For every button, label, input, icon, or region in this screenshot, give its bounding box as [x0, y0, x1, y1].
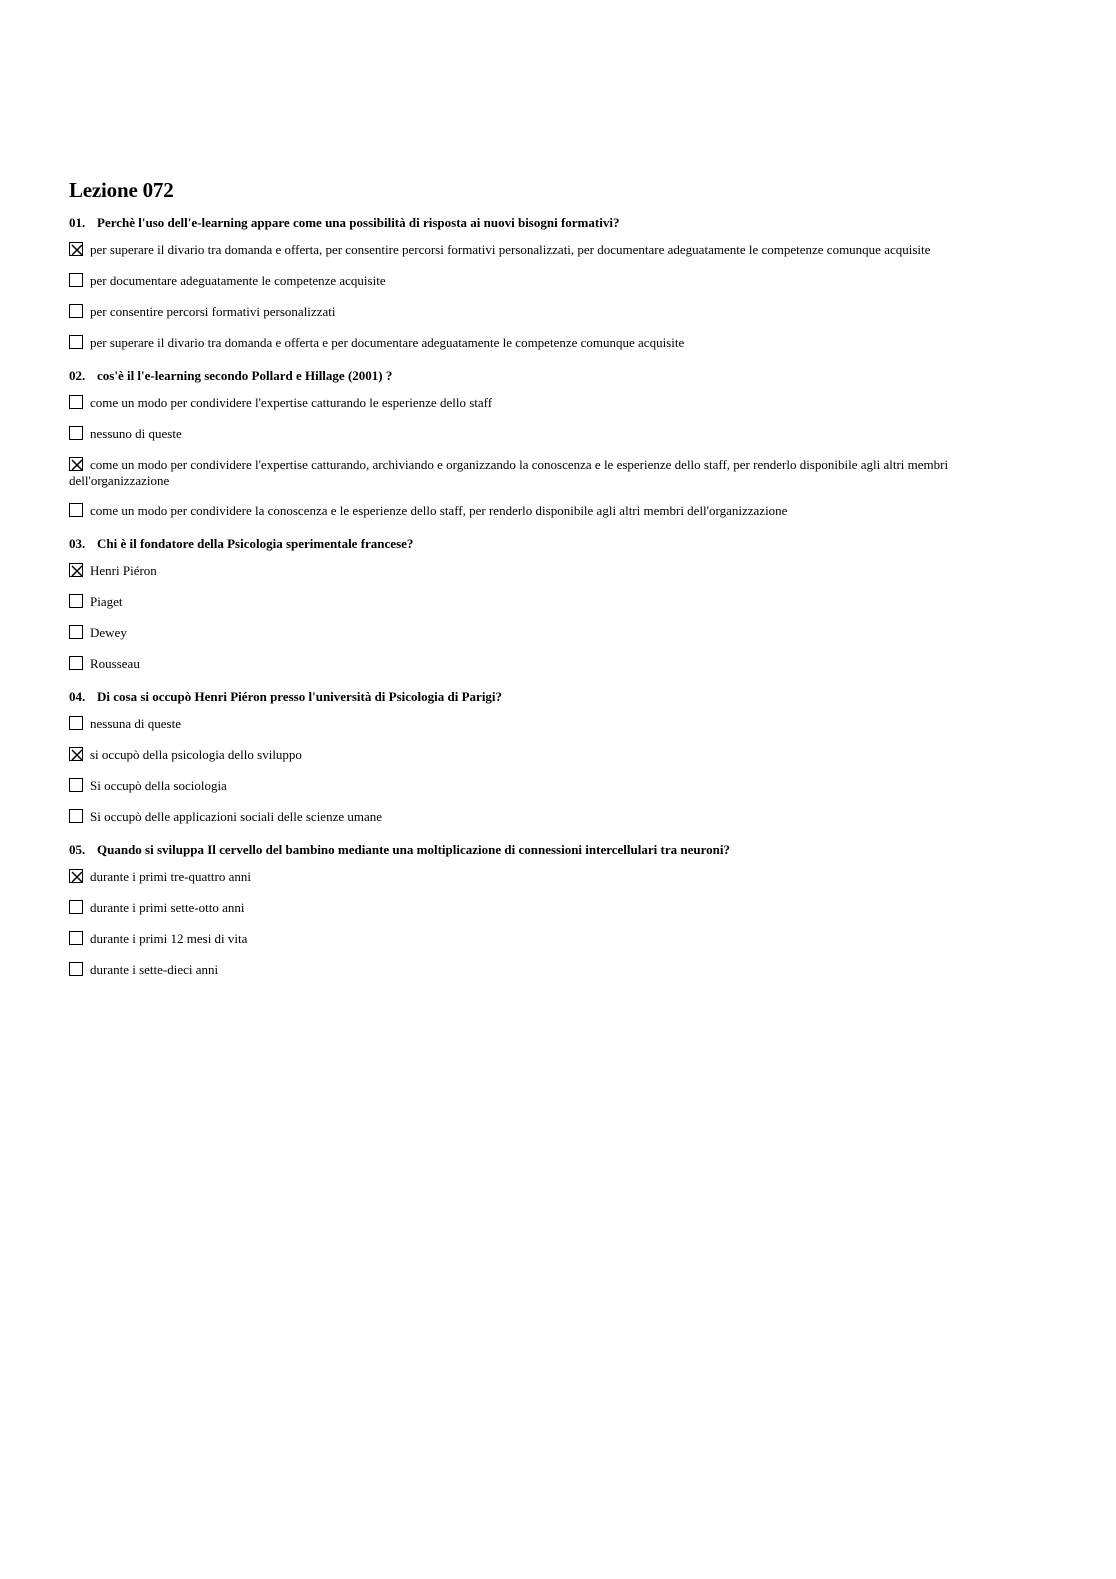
- checkbox-unchecked[interactable]: [69, 931, 83, 945]
- option-label: durante i primi tre-quattro anni: [90, 869, 252, 884]
- checkbox-unchecked[interactable]: [69, 962, 83, 976]
- question-text: [69, 214, 1049, 231]
- question-number: 01.: [69, 215, 86, 230]
- option-label: Henri Piéron: [90, 563, 157, 578]
- option-label: per superare il divario tra domanda e offerta e per documentare adeguatamente le competenze comunque acquisite: [90, 335, 685, 350]
- question-label: Chi è il fondatore della Psicologia sperimentale francese?: [97, 536, 414, 551]
- checkbox-unchecked[interactable]: [69, 304, 83, 318]
- option-label: durante i primi sette-otto anni: [90, 900, 245, 915]
- option-label: Si occupò della sociologia: [90, 778, 227, 793]
- option-label: come un modo per condividere l'expertise catturando le esperienze dello staff: [90, 395, 493, 410]
- checkbox-checked[interactable]: [69, 242, 83, 256]
- question-label: Perchè l'uso dell'e-learning appare come una possibilità di risposta ai nuovi bisogni formativi?: [97, 215, 620, 230]
- answer-option: [69, 395, 1049, 412]
- question-1: [69, 214, 1049, 352]
- answer-option: [69, 335, 1049, 352]
- option-label: per consentire percorsi formativi personalizzati: [90, 304, 336, 319]
- question-number: 04.: [69, 689, 86, 704]
- answer-option: [69, 962, 1049, 979]
- checkbox-unchecked[interactable]: [69, 335, 83, 349]
- option-label: Si occupò delle applicazioni sociali delle scienze umane: [90, 809, 383, 824]
- checkbox-unchecked[interactable]: [69, 273, 83, 287]
- checkbox-checked[interactable]: [69, 869, 83, 883]
- answer-options: [69, 716, 1049, 826]
- option-label: nessuna di queste: [90, 716, 181, 731]
- question-4: [69, 688, 1049, 826]
- checkbox-unchecked[interactable]: [69, 426, 83, 440]
- checkbox-checked[interactable]: [69, 747, 83, 761]
- answer-option: [69, 426, 1049, 443]
- answer-option: [69, 242, 1049, 259]
- answer-options: [69, 563, 1049, 673]
- checkbox-unchecked[interactable]: [69, 625, 83, 639]
- answer-option: [69, 778, 1049, 795]
- question-text: [69, 535, 1049, 552]
- question-label: cos'è il l'e-learning secondo Pollard e Hillage (2001) ?: [97, 368, 393, 383]
- checkbox-unchecked[interactable]: [69, 716, 83, 730]
- answer-option: [69, 625, 1049, 642]
- answer-option: [69, 900, 1049, 917]
- answer-option: [69, 869, 1049, 886]
- option-label: si occupò della psicologia dello sviluppo: [90, 747, 302, 762]
- question-text: [69, 688, 1049, 705]
- question-label: Quando si sviluppa Il cervello del bambino mediante una moltiplicazione di connessioni intercellulari tra neuroni?: [97, 842, 730, 857]
- answer-option: [69, 503, 1049, 520]
- checkbox-checked[interactable]: [69, 457, 83, 471]
- checkmark-x-icon: [70, 243, 83, 256]
- option-label: Dewey: [90, 625, 127, 640]
- option-label: Rousseau: [90, 656, 140, 671]
- quiz-page: [69, 176, 1049, 994]
- option-label: durante i primi 12 mesi di vita: [90, 931, 248, 946]
- checkbox-unchecked[interactable]: [69, 809, 83, 823]
- answer-option: [69, 716, 1049, 733]
- checkbox-unchecked[interactable]: [69, 594, 83, 608]
- question-number: 02.: [69, 368, 86, 383]
- question-text: [69, 367, 1049, 384]
- checkbox-unchecked[interactable]: [69, 656, 83, 670]
- checkbox-unchecked[interactable]: [69, 900, 83, 914]
- checkmark-x-icon: [70, 458, 83, 471]
- question-list: [69, 214, 1049, 979]
- option-label: Piaget: [90, 594, 123, 609]
- answer-option: [69, 273, 1049, 290]
- question-number: 03.: [69, 536, 86, 551]
- answer-option: [69, 747, 1049, 764]
- checkmark-x-icon: [70, 564, 83, 577]
- checkmark-x-icon: [70, 748, 83, 761]
- answer-option: [69, 594, 1049, 611]
- checkbox-unchecked[interactable]: [69, 395, 83, 409]
- answer-option: [69, 457, 1049, 489]
- question-label: Di cosa si occupò Henri Piéron presso l'università di Psicologia di Parigi?: [97, 689, 503, 704]
- option-label: per superare il divario tra domanda e offerta, per consentire percorsi formativi personalizzati, per documentare adeguatamente le competenze comunque acquisite: [90, 242, 931, 257]
- answer-option: [69, 563, 1049, 580]
- option-label: nessuno di queste: [90, 426, 182, 441]
- lesson-title: Lezione 072: [69, 178, 174, 202]
- question-number: 05.: [69, 842, 86, 857]
- checkbox-unchecked[interactable]: [69, 778, 83, 792]
- answer-option: [69, 656, 1049, 673]
- option-label: durante i sette-dieci anni: [90, 962, 219, 977]
- option-label: come un modo per condividere l'expertise catturando, archiviando e organizzando la conoscenza e le esperienze dello staff, per renderlo disponibile agli altri membri dell'organizzazione: [69, 457, 949, 488]
- checkbox-checked[interactable]: [69, 563, 83, 577]
- question-2: [69, 367, 1049, 520]
- question-text: [69, 841, 1049, 858]
- question-3: [69, 535, 1049, 673]
- option-label: per documentare adeguatamente le competenze acquisite: [90, 273, 386, 288]
- answer-options: [69, 869, 1049, 979]
- answer-option: [69, 304, 1049, 321]
- checkmark-x-icon: [70, 870, 83, 883]
- question-5: [69, 841, 1049, 979]
- answer-option: [69, 809, 1049, 826]
- option-label: come un modo per condividere la conoscenza e le esperienze dello staff, per renderlo disponibile agli altri membri dell'organizzazione: [90, 503, 788, 518]
- answer-options: [69, 242, 1049, 352]
- answer-option: [69, 931, 1049, 948]
- answer-options: [69, 395, 1049, 520]
- checkbox-unchecked[interactable]: [69, 503, 83, 517]
